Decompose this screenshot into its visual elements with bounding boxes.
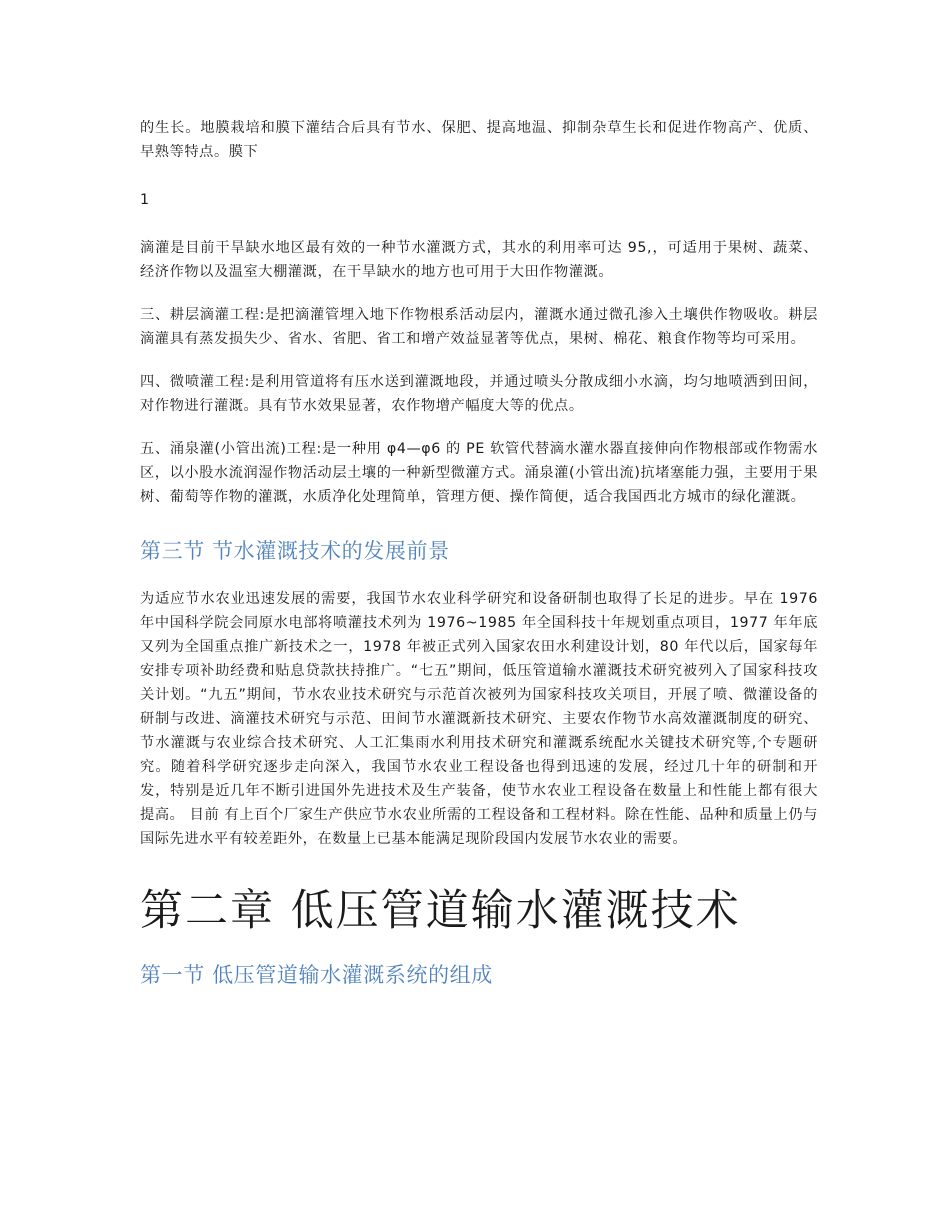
paragraph-drip-irrigation: 滴灌是目前干旱缺水地区最有效的一种节水灌溉方式，其水的利用率可达 95,，可适用于果树、蔬菜、经济作物以及温室大棚灌溉，在干旱缺水的地方也可用于大田作物灌溉。 <box>140 240 818 280</box>
page-number: 1 <box>140 192 150 208</box>
section-heading-system-composition: 第一节 低压管道输水灌溉系统的组成 <box>140 963 493 987</box>
paragraph-micro-spray: 四、微喷灌工程:是利用管道将有压水送到灌溉地段，并通过喷头分散成细小水滴，均匀地喷洒到田间，对作物进行灌溉。具有节水效果显著，农作物增产幅度大等的优点。 <box>140 374 818 414</box>
document-page <box>140 116 818 1011</box>
chapter-title: 第二章 低压管道输水灌溉技术 <box>140 886 741 936</box>
paragraph-bubbler-irrigation: 五、涌泉灌(小管出流)工程:是一种用 φ4—φ6 的 PE 软管代替滴水灌水器直接伸向作物根部或作物需水区，以小股水流润湿作物活动层土壤的一种新型微灌方式。涌泉灌(小管出流)抗堵塞能力强，主要用于果树、葡萄等作物的灌溉，水质净化处理简单，管理方便、操作简便，适合我国西北方城市的绿化灌溉。 <box>140 441 818 505</box>
section-heading-development-prospects: 第三节 节水灌溉技术的发展前景 <box>140 539 450 563</box>
paragraph-development-history: 为适应节水农业迅速发展的需要，我国节水农业科学研究和设备研制也取得了长足的进步。早在 1976 年中国科学院会同原水电部将喷灌技术列为 1976~1985 年全国科技十年规划重点项目，1977 年年底又列为全国重点推广新技术之一，1978 年被正式列入国家农田水利建设计划，80 年代以后，国家每年安排专项补助经费和贴息贷款扶持推广。“七五”期间，低压管道输水灌溉技术研究被列入了国家科技攻关计划。“九五”期间，节水农业技术研究与示范首次被列为国家科技攻关项目，开展了喷、微灌设备的研制与改进、滴灌技术研究与示范、田间节水灌溉新技术研究、主要农作物节水高效灌溉制度的研究、节水灌溉与农业综合技术研究、人工汇集雨水利用技术研究和灌溉系统配水关键技术研究等,个专题研究。随着科学研究逐步走向深入，我国节水农业工程设备也得到迅速的发展，经过几十年的研制和开发，特别是近几年不断引进国外先进技术及生产装备，使节水农业工程设备在数量上和性能上都有很大提高。 目前 有上百个厂家生产供应节水农业所需的工程设备和工程材料。除在性能、品种和质量上仍与国际先进水平有较差距外，在数量上已基本能满足现阶段国内发展节水农业的需要。 <box>140 591 818 847</box>
paragraph-mulch-intro: 的生长。地膜栽培和膜下灌结合后具有节水、保肥、提高地温、抑制杂草生长和促进作物高产、优质、早熟等特点。膜下 <box>140 120 818 160</box>
paragraph-subsurface-drip: 三、耕层滴灌工程:是把滴灌管埋入地下作物根系活动层内，灌溉水通过微孔渗入土壤供作物吸收。耕层滴灌具有蒸发损失少、省水、省肥、省工和增产效益显著等优点，果树、棉花、粮食作物等均可采用。 <box>140 307 818 347</box>
